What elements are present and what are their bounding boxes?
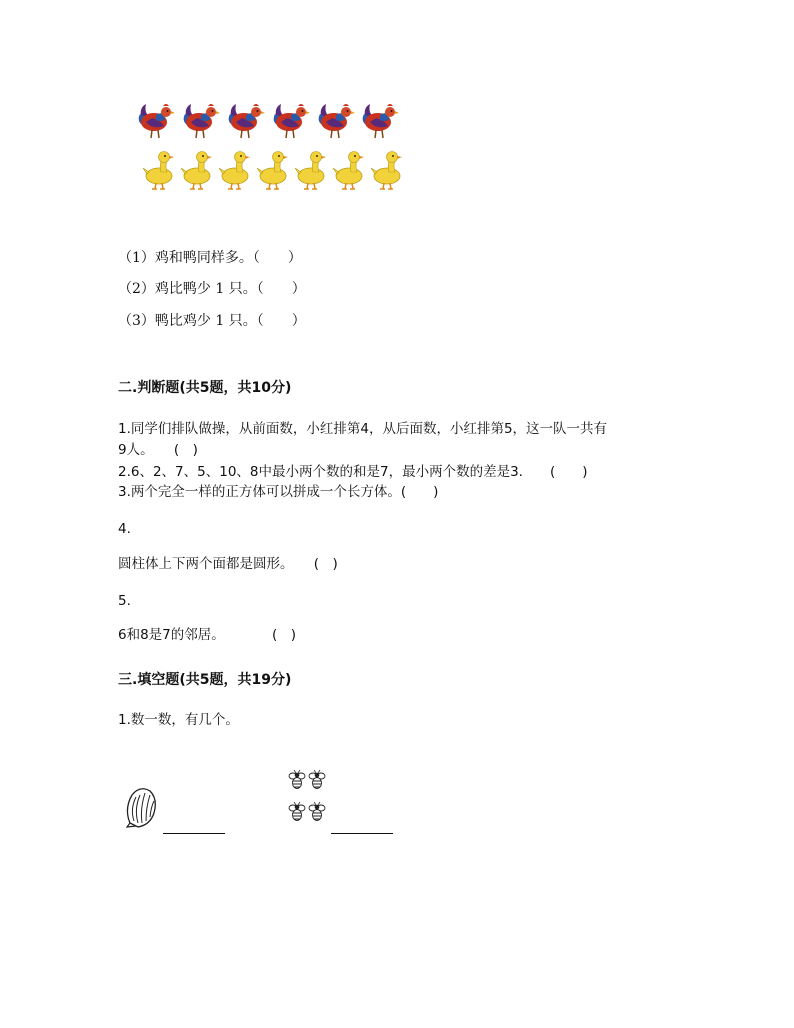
fill-q1: 1.数一数，有几个。: [118, 712, 239, 728]
section3-heading: 三.填空题(共5题，共19分): [118, 672, 292, 688]
bee-4: [309, 802, 325, 821]
judge-q3: 3.两个完全一样的正方体可以拼成一个长方体。( ): [118, 484, 439, 500]
rooster-2: [184, 104, 220, 138]
animals-illustration: [138, 100, 413, 200]
answer-blank-1[interactable]: [163, 832, 225, 834]
bee-icons: [286, 768, 330, 830]
sub-question-3: （3）鸭比鸡少 1 只。（ ）: [118, 313, 306, 329]
rooster-5: [319, 104, 355, 138]
rooster-6: [363, 104, 399, 138]
rooster-1: [139, 104, 175, 138]
shell-picture: [124, 785, 160, 829]
judge-q4-number: 4.: [118, 521, 131, 537]
duck-row: [143, 152, 402, 190]
judge-q1-line2: 9人。 ( ): [118, 442, 198, 458]
judge-q2: 2.6、2、7、5、10、8中最小两个数的和是7，最小两个数的差是3. ( ): [118, 464, 588, 480]
duck-5: [295, 152, 326, 190]
duck-7: [371, 152, 402, 190]
section2-heading: 二.判断题(共5题，共10分): [118, 380, 292, 396]
duck-4: [257, 152, 288, 190]
rooster-row: [139, 104, 399, 138]
judge-q5-text: 6和8是7的邻居。 ( ): [118, 627, 297, 643]
sub-question-2: （2）鸡比鸭少 1 只。（ ）: [118, 281, 306, 297]
sub-question-1: （1）鸡和鸭同样多。（ ）: [118, 250, 302, 266]
judge-q5-number: 5.: [118, 593, 131, 609]
bees-picture: [286, 768, 330, 830]
answer-blank-2[interactable]: [331, 832, 393, 834]
bee-1: [289, 770, 305, 789]
duck-2: [181, 152, 212, 190]
rooster-4: [274, 104, 310, 138]
duck-1: [143, 152, 174, 190]
duck-6: [333, 152, 364, 190]
judge-q1-line1: 1.同学们排队做操，从前面数，小红排第4，从后面数，小红排第5，这一队一共有: [118, 421, 608, 437]
rooster-3: [229, 104, 265, 138]
duck-3: [219, 152, 250, 190]
animals-svg: [138, 100, 413, 200]
judge-q4-text: 圆柱体上下两个面都是圆形。 ( ): [118, 556, 338, 572]
bee-2: [309, 770, 325, 789]
bee-3: [289, 802, 305, 821]
shell-icon: [124, 785, 160, 829]
